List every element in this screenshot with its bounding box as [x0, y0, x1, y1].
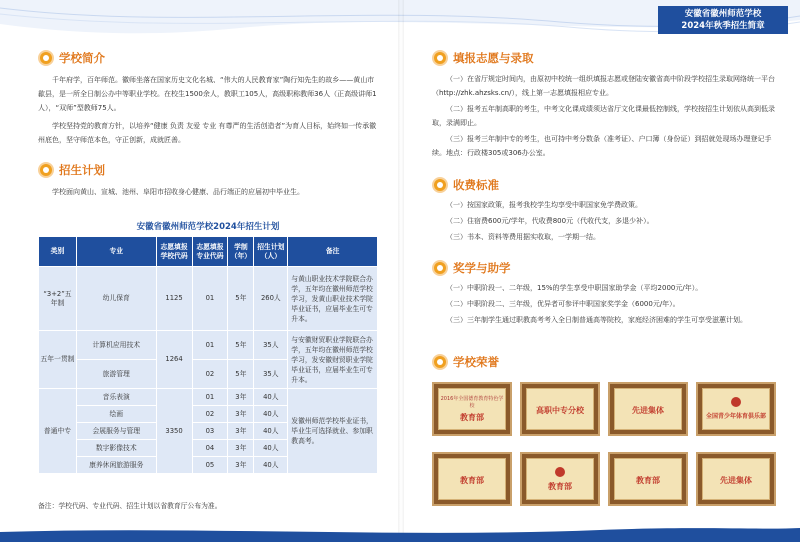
- honor-plaque: [520, 452, 600, 506]
- table-row: [39, 389, 378, 406]
- fees-paragraph-3: （三）书本、资料等费用据实收取，一学期一结。: [446, 233, 600, 241]
- fees-paragraph-1: （一）按国家政策，报考我校学生均享受中职国家免学费政策。: [446, 201, 642, 209]
- honor-plaque: [432, 382, 512, 436]
- aid-paragraph-1: （一）中职阶段一、二年级，15%的学生享受中职国家助学金（平均2000元/年）。: [446, 284, 703, 292]
- category-cell: “3+2”五年制: [39, 267, 77, 331]
- bottom-wave-decoration: [0, 526, 800, 542]
- aid-paragraph-3: （三）三年制学生通过职教高考考入全日制普通高等院校，家庭经济困难的学生可享受滋蕙计划。: [446, 316, 747, 324]
- header-major: 专业: [76, 237, 156, 267]
- apply-paragraph-1: （一）在省厅规定时间内，由原初中校统一组织填报志愿或登陆安徽省高中阶段学校招生录取网络统一平台（http://zhk.ahzsks.cn/），线上第一志愿填报相应专业。: [432, 75, 775, 97]
- plaque-main-text: 先进集体: [632, 405, 664, 415]
- plaque-face: [526, 388, 594, 430]
- section-badge-icon: [38, 162, 54, 178]
- intro-section-header: [38, 48, 105, 68]
- header-years: 学制（年）: [228, 237, 254, 267]
- honor-plaques-row-1: [432, 382, 776, 436]
- years-cell: 3年: [228, 423, 254, 440]
- apply-paragraph-3: （三）报考三年制中专的考生，也可持中考分数条（准考证）、户口簿（身份证）到招就处现场办理登记手续。地点：行政楼305或306办公室。: [432, 135, 772, 157]
- table-row: [39, 267, 378, 331]
- header-note: 备注: [288, 237, 378, 267]
- plan-section-title: 招生计划: [59, 163, 105, 177]
- major-cell: 计算机应用技术: [76, 331, 156, 360]
- major-cell: 音乐表演: [76, 389, 156, 406]
- fees-paragraph-2: （二）住宿费600元/学年，代收费800元（代收代支，多退少补）。: [446, 217, 654, 225]
- plaque-face: [438, 458, 506, 500]
- page-fold-shadow: [398, 0, 404, 542]
- intro-paragraph-1: 千年府学，百年师范。徽师坐落在国家历史文化名城、“伟大的人民教育家”陶行知先生的故乡——黄山市歙县，是一所全日制公办中等职业学校。在校生1500余人，教职工105人，高级职称教师36人（正高级讲师1人），“双师”型教师75人。: [38, 76, 377, 112]
- section-badge-icon: [432, 177, 448, 193]
- category-cell: 五年一贯制: [39, 331, 77, 389]
- count-cell: 40人: [254, 457, 288, 474]
- apply-section-header: [432, 48, 534, 68]
- honor-plaque: [520, 382, 600, 436]
- honor-section-title: 学校荣誉: [453, 355, 499, 369]
- years-cell: 3年: [228, 440, 254, 457]
- major-cell: 数字影像技术: [76, 440, 156, 457]
- aid-section-header: [432, 258, 511, 278]
- major-code-cell: 05: [192, 457, 228, 474]
- plaque-emblem-icon: [555, 467, 565, 477]
- count-cell: 35人: [254, 360, 288, 389]
- plaque-main-text: 高职中专分校: [536, 405, 584, 415]
- school-code-cell: 1264: [156, 331, 192, 389]
- count-cell: 40人: [254, 406, 288, 423]
- plaque-emblem-icon: [731, 397, 741, 407]
- count-cell: 40人: [254, 389, 288, 406]
- intro-paragraph-2: 学校坚持党的教育方针，以培养“健康 负责 友爱 专业 有尊严的生活创造者”为育人目标，始终如一传承徽州底色，坚守师范本色，守正创新，成就匠善。: [38, 122, 377, 144]
- note-cell: 与黄山职业技术学院联合办学，五年均在徽州师范学校学习，发黄山职业技术学院毕业证书，应届毕业生可专升本。: [288, 267, 378, 331]
- header-school-code: 志愿填报学校代码: [156, 237, 192, 267]
- header-plan-count: 招生计划（人）: [254, 237, 288, 267]
- years-cell: 5年: [228, 331, 254, 360]
- major-cell: 旅游管理: [76, 360, 156, 389]
- years-cell: 3年: [228, 389, 254, 406]
- table-row: [39, 331, 378, 360]
- honor-plaque: [432, 452, 512, 506]
- count-cell: 35人: [254, 331, 288, 360]
- enrollment-plan-table: [38, 236, 378, 474]
- major-code-cell: 01: [192, 267, 228, 331]
- plaque-main-text: 先进集体: [720, 475, 752, 485]
- section-badge-icon: [432, 354, 448, 370]
- apply-section-title: 填报志愿与录取: [453, 51, 534, 65]
- plaque-main-text: 教育部: [460, 475, 484, 485]
- honor-plaque: [696, 382, 776, 436]
- plaque-face: [526, 458, 594, 500]
- count-cell: 40人: [254, 423, 288, 440]
- plaque-face: [702, 388, 770, 430]
- years-cell: 5年: [228, 360, 254, 389]
- section-badge-icon: [432, 260, 448, 276]
- section-badge-icon: [38, 50, 54, 66]
- count-cell: 40人: [254, 440, 288, 457]
- honor-section-header: [432, 352, 499, 372]
- header-category: 类别: [39, 237, 77, 267]
- major-code-cell: 03: [192, 423, 228, 440]
- aid-paragraph-2: （二）中职阶段二、三年级，优异者可参评中职国家奖学金（6000元/年）。: [446, 300, 680, 308]
- plaque-main-text: 全国青少年体育俱乐部: [705, 412, 766, 420]
- plaque-face: [614, 458, 682, 500]
- intro-section-title: 学校简介: [59, 51, 105, 65]
- brand-campaign-title: 2024年秋季招生简章: [681, 21, 765, 31]
- honor-plaque: [608, 382, 688, 436]
- plan-table-title: 安徽省徽州师范学校2024年招生计划: [136, 222, 280, 232]
- plaque-top-text: 2016年全国德育教育特色学校: [440, 395, 504, 409]
- major-code-cell: 02: [192, 360, 228, 389]
- plaque-main-text: 教育部: [460, 412, 484, 422]
- honor-plaques-row-2: [432, 452, 776, 506]
- note-cell: 与安徽财贸职业学院联合办学，五年均在徽州师范学校学习，发安徽财贸职业学院毕业证书，应届毕业生可专升本。: [288, 331, 378, 389]
- apply-paragraph-2: （二）报考五年制高职的考生，中考文化课成绩须达省厅文化课最低控制线，学校按招生计划依从高到低录取，录满即止。: [432, 105, 775, 127]
- plaque-face: [702, 458, 770, 500]
- plaque-face: [614, 388, 682, 430]
- category-cell: 普通中专: [39, 389, 77, 474]
- header-major-code: 志愿填报专业代码: [192, 237, 228, 267]
- school-code-cell: 3350: [156, 389, 192, 474]
- brand-header-box: [658, 6, 788, 34]
- school-code-cell: 1125: [156, 267, 192, 331]
- major-cell: 康养休闲旅游服务: [76, 457, 156, 474]
- fees-section-title: 收费标准: [453, 178, 499, 192]
- table-header-row: [39, 237, 378, 267]
- fees-section-header: [432, 175, 499, 195]
- plan-paragraph: 学校面向黄山、宣城、池州、阜阳市招收身心健康、品行端正的应届初中毕业生。: [52, 188, 304, 196]
- plaque-main-text: 教育部: [548, 481, 572, 491]
- plaque-main-text: 教育部: [636, 475, 660, 485]
- years-cell: 3年: [228, 457, 254, 474]
- plan-section-header: [38, 160, 105, 180]
- major-code-cell: 02: [192, 406, 228, 423]
- count-cell: 260人: [254, 267, 288, 331]
- major-cell: 会展服务与管理: [76, 423, 156, 440]
- honor-plaque: [696, 452, 776, 506]
- aid-section-title: 奖学与助学: [453, 261, 511, 275]
- note-cell: 发徽州师范学校毕业证书，毕业生可选择就业、参加职教高考。: [288, 389, 378, 474]
- years-cell: 3年: [228, 406, 254, 423]
- brand-school-name: 安徽省徽州师范学校: [684, 9, 762, 19]
- major-code-cell: 04: [192, 440, 228, 457]
- years-cell: 5年: [228, 267, 254, 331]
- major-cell: 幼儿保育: [76, 267, 156, 331]
- plaque-face: [438, 388, 506, 430]
- section-badge-icon: [432, 50, 448, 66]
- major-code-cell: 01: [192, 389, 228, 406]
- honor-plaque: [608, 452, 688, 506]
- major-cell: 绘画: [76, 406, 156, 423]
- major-code-cell: 01: [192, 331, 228, 360]
- table-footnote: 备注：学校代码、专业代码、招生计划以省教育厅公布为准。: [38, 502, 222, 510]
